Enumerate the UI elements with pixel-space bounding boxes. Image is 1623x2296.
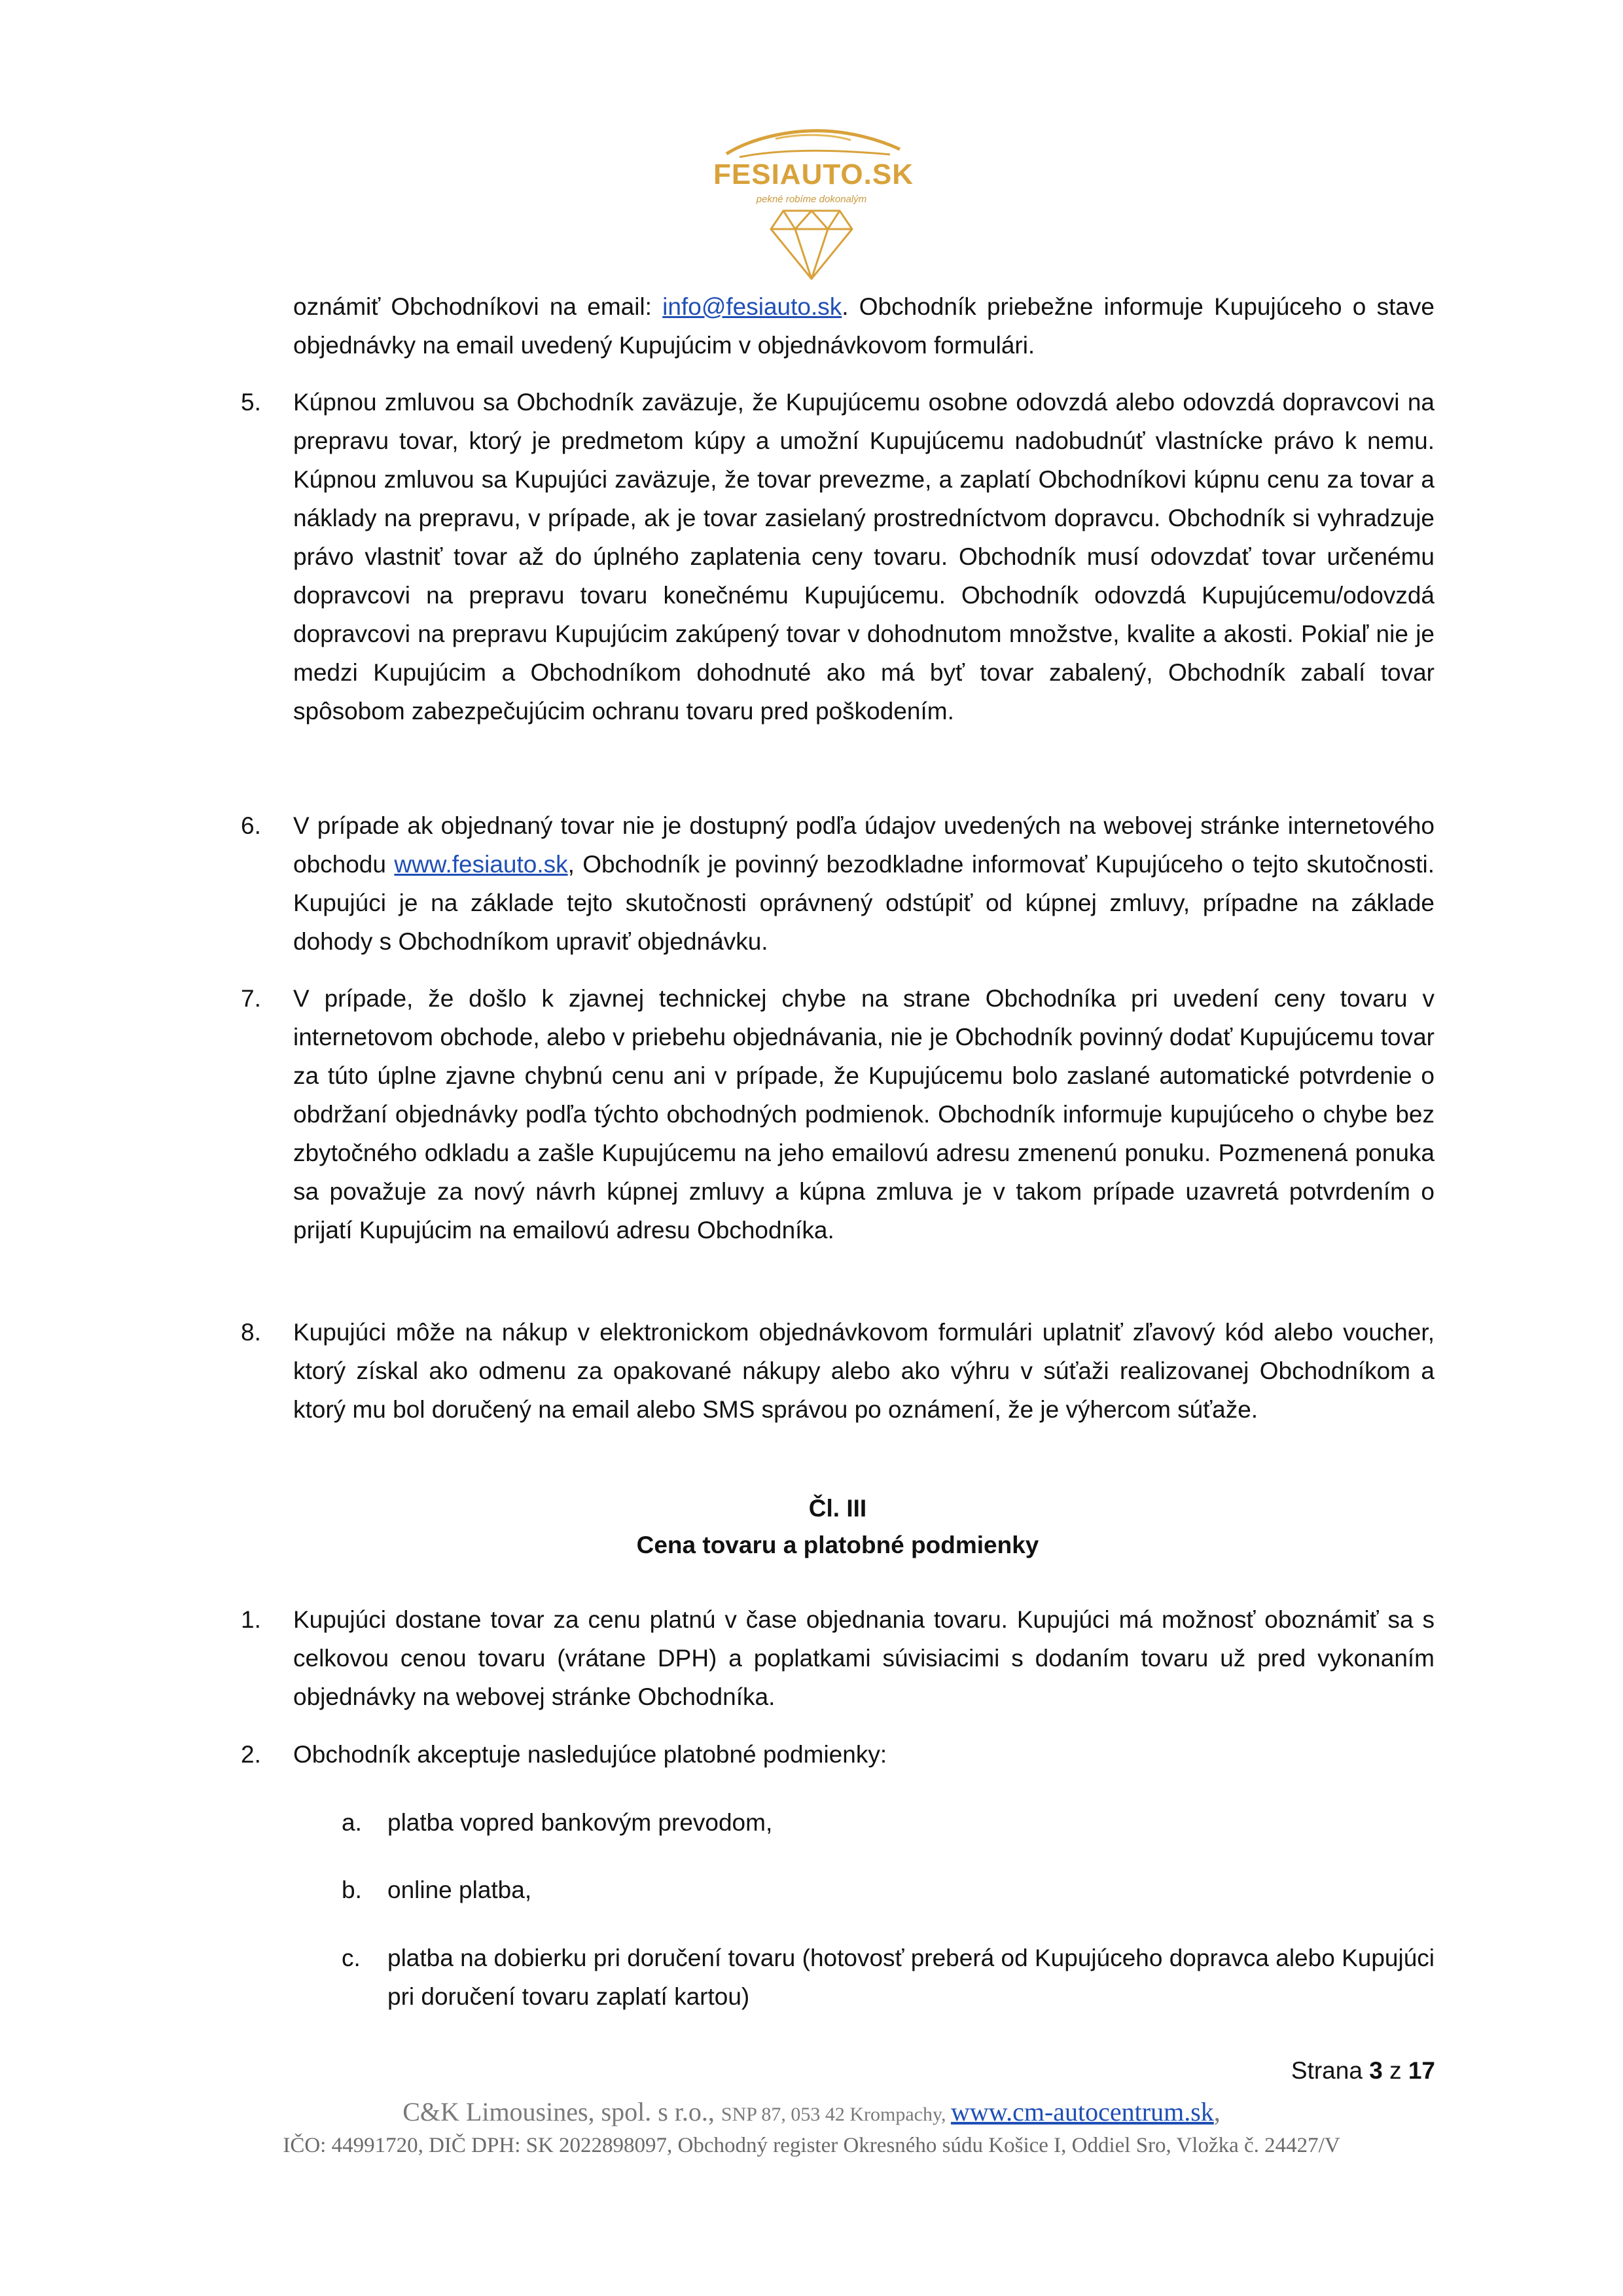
car-silhouette-icon bbox=[713, 124, 910, 164]
page-separator: z bbox=[1389, 2057, 1402, 2084]
intro-text-start: oznámiť Obchodníkovi na email: bbox=[293, 293, 663, 320]
item-number: 6. bbox=[241, 812, 261, 839]
footer-company: C&K Limousines, spol. s r.o., bbox=[402, 2097, 721, 2126]
page-current: 3 bbox=[1369, 2057, 1383, 2084]
page-label: Strana bbox=[1291, 2057, 1363, 2084]
item-text-start: V prípade ak objednaný tovar nie je dostupný podľa údajov uvedených na webovej stránke internetového obchodu bbox=[293, 812, 1435, 878]
item-number: 2. bbox=[241, 1741, 261, 1768]
logo-tagline: pekné robíme dokonalým bbox=[756, 194, 867, 205]
footer-website-suffix: , bbox=[1213, 2097, 1221, 2126]
item-text: V prípade, že došlo k zjavnej technickej chybe na strane Obchodníka pri uvedení ceny tovaru v internetovom obchode, alebo v priebehu objednávania, nie je Obchodník povinný dodať Kupujúcemu tovar za túto úplne zjavne chybnú cenu ani v prípade, že Kupujúcemu bolo zaslané automatické potvrdenie o obdržaní objednávky podľa týchto obchodných podmienok. Obchodník informuje kupujúceho o chybe bez zbytočného odkladu a zašle Kupujúcemu na jeho emailovú adresu zmenenú ponuku. Pozmenená ponuka sa považuje za nový návrh kúpnej zmluvy a kúpna zmluva je v takom prípade uzavretá potvrdením o prijatí Kupujúcim na emailovú adresu Obchodníka. bbox=[293, 985, 1435, 1244]
intro-text-end: . Obchodník priebežne informuje Kupujúceho o stave objednávky na email uvedený Kupujúcim v objednávkovom formulári. bbox=[293, 293, 1435, 359]
intro-paragraph bbox=[293, 287, 1435, 365]
sub-item-text: platba na dobierku pri doručení tovaru (hotovosť preberá od Kupujúceho dopravca alebo Kupujúci pri doručení tovaru zaplatí kartou) bbox=[387, 1945, 1435, 2010]
section-title: Cena tovaru a platobné podmienky bbox=[636, 1532, 1039, 1558]
item-text: Kupujúci môže na nákup v elektronickom objednávkovom formulári uplatniť zľavový kód alebo voucher, ktorý získal ako odmenu za opakované nákupy alebo ako výhru v súťaži realizovanej Obchodníkom a ktorý mu bol doručený na email alebo SMS správou po oznámení, že je výhercom súťaže. bbox=[293, 1319, 1435, 1423]
sub-item-letter: c. bbox=[342, 1945, 361, 1971]
logo-name: FESIAUTO.SK bbox=[713, 158, 914, 190]
footer-website-link[interactable]: www.cm-autocentrum.sk bbox=[951, 2097, 1214, 2126]
company-logo bbox=[713, 124, 914, 281]
item-text-end: , Obchodník je povinný bezodkladne informovať Kupujúceho o tejto skutočnosti. Kupujúci je na základe tejto skutočnosti oprávnený odstúpiť od kúpnej zmluvy, prípadne na základe dohody s Obchodníkom upraviť objednávku. bbox=[293, 851, 1435, 955]
item-number: 5. bbox=[241, 389, 261, 416]
page-number bbox=[1230, 2057, 1435, 2085]
item-number: 8. bbox=[241, 1319, 261, 1346]
sub-item-text: platba vopred bankovým prevodom, bbox=[387, 1809, 773, 1836]
sub-item-text: online platba, bbox=[387, 1876, 532, 1903]
email-link[interactable]: info@fesiauto.sk bbox=[662, 293, 842, 320]
item-text: Obchodník akceptuje nasledujúce platobné podmienky: bbox=[293, 1741, 887, 1768]
footer-registry: IČO: 44991720, DIČ DPH: SK 2022898097, Obchodný register Okresného súdu Košice I, Oddiel Sro, Vložka č. 24427/V bbox=[283, 2134, 1340, 2157]
item-text bbox=[293, 806, 1435, 961]
section-article-number: Čl. III bbox=[808, 1495, 867, 1522]
item-number: 7. bbox=[241, 985, 261, 1012]
website-link[interactable]: www.fesiauto.sk bbox=[394, 851, 568, 878]
sub-item-letter: a. bbox=[342, 1809, 362, 1836]
item-text: Kupujúci dostane tovar za cenu platnú v čase objednania tovaru. Kupujúci má možnosť oboznámiť sa s celkovou cenou tovaru (vrátane DPH) a poplatkami súvisiacimi s dodaním tovaru už pred vykonaním objednávky na webovej stránke Obchodníka. bbox=[293, 1606, 1435, 1710]
diamond-icon bbox=[769, 208, 854, 281]
item-text: Kúpnou zmluvou sa Obchodník zaväzuje, že Kupujúcemu osobne odovzdá alebo odovzdá dopravcovi na prepravu tovar, ktorý je predmetom kúpy a umožní Kupujúcemu nadobudnúť vlastnícke právo k nemu. Kúpnou zmluvou sa Kupujúci zaväzuje, že tovar prevezme, a zaplatí Obchodníkovi kúpnu cenu za tovar a náklady na prepravu, v prípade, ak je tovar zasielaný prostredníctvom dopravcu. Obchodník si vyhradzuje právo vlastniť tovar až do úplného zaplatenia ceny tovaru. Obchodník musí odovzdať tovar určenému dopravcovi na prepravu tovaru konečnému Kupujúcemu. Obchodník odovzdá Kupujúcemu/odovzdá dopravcovi na prepravu Kupujúcim zakúpený tovar v dohodnutom množstve, kvalite a akosti. Pokiaľ nie je medzi Kupujúcim a Obchodníkom dohodnuté ako má byť tovar zabalený, Obchodník zabalí tovar spôsobom zabezpečujúcim ochranu tovaru pred poškodením. bbox=[293, 389, 1435, 725]
footer-address: SNP 87, 053 42 Krompachy, bbox=[721, 2104, 952, 2125]
item-number: 1. bbox=[241, 1606, 261, 1633]
footer-company-line bbox=[196, 2096, 1427, 2127]
page-total: 17 bbox=[1408, 2057, 1435, 2084]
sub-item-letter: b. bbox=[342, 1876, 362, 1903]
